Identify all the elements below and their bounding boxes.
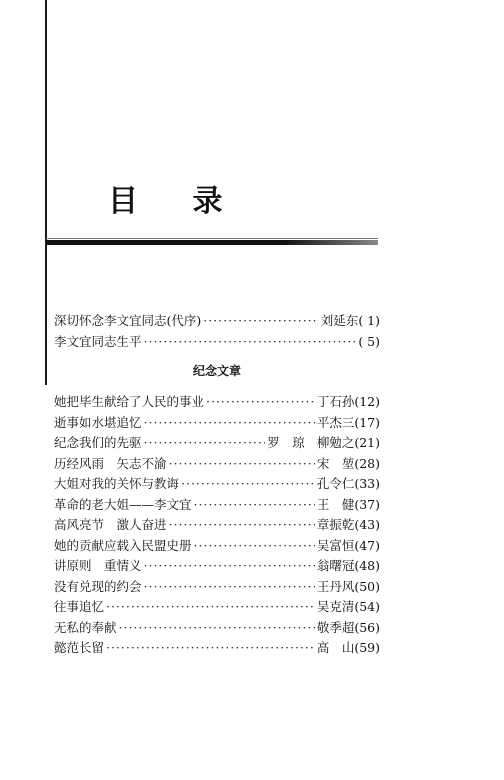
entry-page: (59) [354,640,380,655]
leader-dots [144,556,315,577]
entry-title: 高风亮节 激人奋进 [54,517,167,532]
page-title: 目 录 [108,184,245,219]
leader-dots [169,515,315,536]
front-matter-list [54,311,380,352]
entry-author: 王 健 [316,496,355,512]
entry-author: 丁石孙 [316,394,355,409]
entry-author: 柳勉之 [316,435,355,450]
entry-author: 吴克清 [316,599,355,614]
entry-title: 讲原则 重情义 [54,558,142,573]
entry-title: 纪念我们的先驱 [54,435,142,450]
entry-page: ( 1) [358,313,380,328]
entry-coauthor: 罗 琼 [267,435,305,450]
section-heading: 纪念文章 [192,364,241,378]
entry-page: (54) [354,599,380,614]
entry-author: 刘延东 [320,313,359,328]
leader-dots [169,454,315,475]
entry-author: 敬季超 [316,619,355,635]
toc-entry[interactable] [54,433,380,454]
entry-title: 无私的奉献 [54,619,117,635]
toc-entry[interactable] [54,618,380,639]
toc-entry[interactable] [54,577,380,598]
entry-page: (21) [354,435,380,450]
leader-dots [106,638,315,659]
leader-dots [203,311,319,332]
toc-entry[interactable] [54,597,380,618]
entry-title: 她的贡献应载入民盟史册 [54,537,192,553]
entry-page: (48) [354,558,380,573]
left-vertical-rule [45,0,47,385]
entry-author: 孔令仁 [316,476,355,491]
toc-entry[interactable] [54,392,380,413]
leader-dots [144,433,266,454]
entry-title: 历经风雨 矢志不渝 [54,455,167,471]
toc-entry[interactable] [54,474,380,495]
toc-entry[interactable] [54,556,380,577]
title-rule [46,240,378,245]
entry-title: 深切怀念李文宜同志(代序) [54,313,202,328]
entry-author: 平杰三 [316,414,355,430]
entry-title: 逝事如水堪追忆 [54,414,142,430]
entry-page: (37) [354,496,380,512]
entry-author: 宋 堃 [316,455,355,471]
toc-entry[interactable] [54,495,380,516]
leader-dots [194,495,315,516]
entry-title: 懿范长留 [54,640,105,655]
entry-author: 章振乾 [316,517,355,532]
toc-entry[interactable] [54,413,380,434]
entry-page: (33) [354,476,380,491]
entry-page: (28) [354,455,380,471]
entry-author: 翁曙冠 [316,558,355,573]
entry-title: 往事追忆 [54,599,105,614]
title-rule-thin [46,238,378,239]
toc-entry[interactable] [54,638,380,659]
entry-title: 李文宜同志生平 [54,333,142,349]
entry-title: 她把毕生献给了人民的事业 [54,394,205,409]
leader-dots [106,597,315,618]
entry-author: 王丹风 [316,578,355,594]
entry-title: 革命的老大姐——李文宜 [54,496,192,512]
toc-entry[interactable] [54,454,380,475]
entry-page: (56) [354,619,380,635]
entry-page: (47) [354,537,380,553]
entry-author: 吴富恒 [316,537,355,553]
toc-entry[interactable] [54,332,380,353]
toc-entry[interactable] [54,536,380,557]
entry-page: (43) [354,517,380,532]
entry-title: 大姐对我的关怀与教诲 [54,476,180,491]
leader-dots [119,618,315,639]
entry-title: 没有兑现的约会 [54,578,142,594]
entry-page: (50) [354,578,380,594]
leader-dots [144,413,315,434]
leader-dots [181,474,315,495]
entry-author: 高 山 [316,640,355,655]
leader-dots [144,577,315,598]
article-list [54,392,380,659]
entry-page: (12) [354,394,380,409]
toc-entry[interactable] [54,311,380,332]
toc-entry[interactable] [54,515,380,536]
leader-dots [144,332,357,353]
entry-page: ( 5) [358,333,380,349]
leader-dots [194,536,315,557]
entry-page: (17) [354,414,380,430]
leader-dots [206,392,315,413]
